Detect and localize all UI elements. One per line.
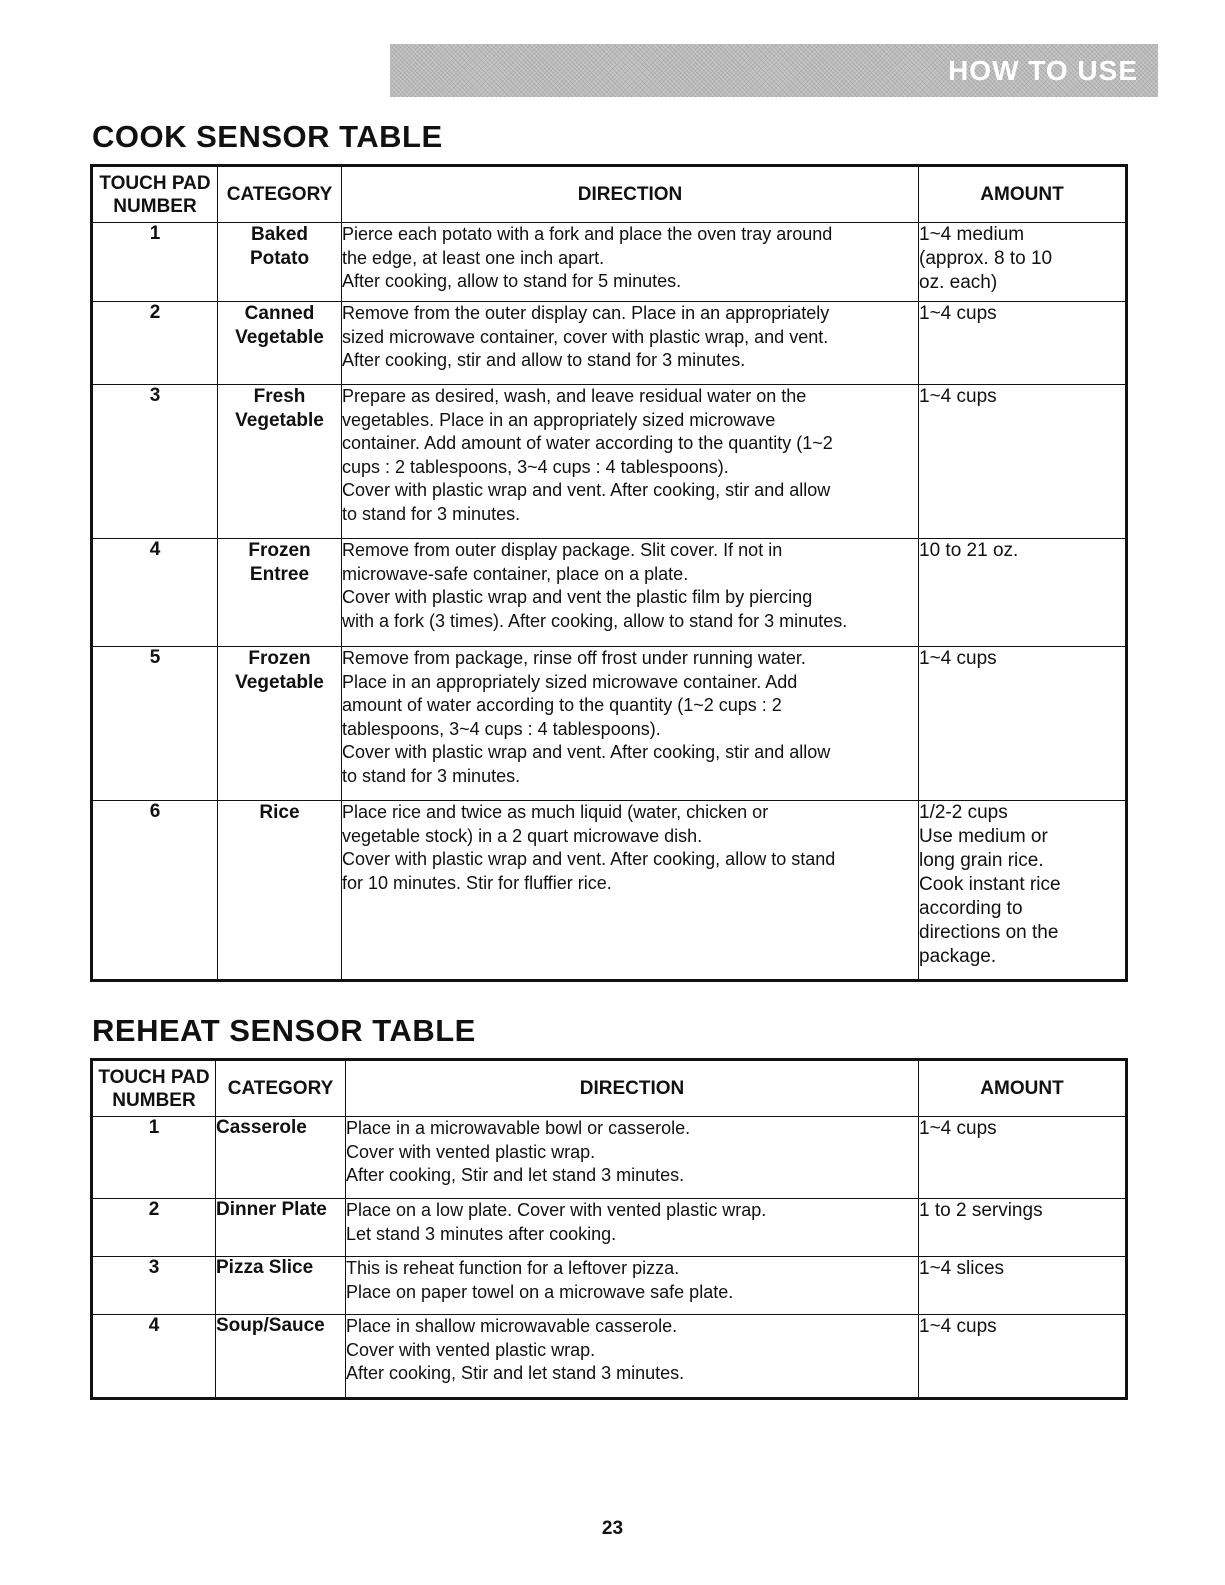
direction-line: vegetables. Place in an appropriately sized microwave [342,409,776,430]
direction-line: Place on paper towel on a microwave safe plate. [346,1281,734,1302]
amount-line: 1~4 cups [919,1118,997,1139]
direction-line: Cover with plastic wrap and vent. After cooking, stir and allow [342,742,831,763]
amount-cell [919,385,1127,539]
direction-line: Prepare as desired, wash, and leave residual water on the [342,386,807,406]
direction-line: After cooking, allow to stand for 5 minutes. [342,271,682,292]
table-header-row [92,1060,1127,1117]
category-cell [216,1315,346,1399]
amount-line: 1~4 medium [919,224,1025,245]
header-amount: AMOUNT [919,1060,1127,1117]
amount-cell [919,539,1127,647]
direction-cell [346,1199,919,1257]
amount-cell [919,302,1127,385]
touch-pad-number: 6 [92,801,218,981]
direction-line: cups : 2 tablespoons, 3~4 cups : 4 tablespoons). [342,456,729,477]
touch-pad-number: 3 [92,1257,216,1315]
direction-line: vegetable stock) in a 2 quart microwave dish. [342,825,703,846]
category-line: Dinner Plate [216,1199,327,1220]
direction-line: After cooking, stir and allow to stand for 3 minutes. [342,350,746,371]
category-cell [216,1199,346,1257]
cook-sensor-title: COOK SENSOR TABLE [92,119,443,154]
touch-pad-number: 2 [92,1199,216,1257]
amount-line: package. [919,946,997,967]
touch-pad-number: 3 [92,385,218,539]
table-row [92,1257,1127,1315]
direction-line: Place on a low plate. Cover with vented plastic wrap. [346,1200,767,1220]
category-line: Vegetable [235,327,324,348]
category-line: Rice [259,802,300,823]
direction-line: Cover with vented plastic wrap. [346,1141,596,1162]
direction-line: After cooking, Stir and let stand 3 minutes. [346,1363,685,1384]
amount-line: 1~4 cups [919,1316,997,1337]
direction-line: Remove from package, rinse off frost under running water. [342,648,806,668]
table-row [92,1199,1127,1257]
amount-line: 1~4 slices [919,1258,1005,1279]
touch-pad-number: 4 [92,1315,216,1399]
category-line: Casserole [216,1117,307,1138]
category-cell [218,302,342,385]
category-line: Soup/Sauce [216,1315,325,1336]
table-row [92,801,1127,981]
direction-line: Cover with plastic wrap and vent the plastic film by piercing [342,587,813,608]
category-cell [218,223,342,302]
category-cell [216,1117,346,1199]
direction-line: to stand for 3 minutes. [342,503,521,524]
category-cell [218,539,342,647]
category-line: Pizza Slice [216,1257,314,1278]
amount-cell [919,1117,1127,1199]
touch-pad-number: 1 [92,1117,216,1199]
direction-line: amount of water according to the quantity (1~2 cups : 2 [342,695,782,716]
direction-cell [342,647,919,801]
reheat-sensor-title: REHEAT SENSOR TABLE [92,1013,476,1048]
category-cell [216,1257,346,1315]
page-number: 23 [601,1518,624,1539]
amount-cell [919,1257,1127,1315]
touch-pad-number: 1 [92,223,218,302]
amount-line: Use medium or [919,826,1048,847]
direction-line: tablespoons, 3~4 cups : 4 tablespoons). [342,718,661,739]
touch-pad-number: 4 [92,539,218,647]
direction-line: Place in an appropriately sized microwave container. Add [342,671,798,692]
direction-line: Place in a microwavable bowl or casserole. [346,1118,691,1138]
category-cell [218,801,342,981]
direction-line: microwave-safe container, place on a plate. [342,563,689,584]
reheat-sensor-table [90,1058,1128,1400]
table-row [92,1315,1127,1399]
category-line: Potato [249,248,310,269]
touch-pad-number: 2 [92,302,218,385]
direction-line: the edge, at least one inch apart. [342,247,605,268]
header-direction: DIRECTION [342,166,919,223]
category-line: Frozen [248,648,311,669]
category-line: Baked [250,224,309,245]
amount-cell [919,223,1127,302]
direction-line: Place rice and twice as much liquid (water, chicken or [342,802,769,822]
direction-line: with a fork (3 times). After cooking, allow to stand for 3 minutes. [342,610,848,631]
direction-cell [342,223,919,302]
category-line: Canned [244,303,315,324]
direction-cell [342,302,919,385]
amount-line: 1~4 cups [919,648,997,669]
direction-line: Remove from outer display package. Slit cover. If not in [342,540,783,560]
touch-pad-number: 5 [92,647,218,801]
category-cell [218,385,342,539]
direction-line: to stand for 3 minutes. [342,765,521,786]
amount-cell [919,647,1127,801]
cook-sensor-table [90,164,1128,982]
amount-cell [919,1199,1127,1257]
category-line: Frozen [248,540,311,561]
amount-line: (approx. 8 to 10 [919,248,1053,269]
direction-line: Cover with vented plastic wrap. [346,1339,596,1360]
header-touch-pad-number: TOUCH PAD NUMBER [92,166,218,223]
table-row [92,223,1127,302]
direction-line: Cover with plastic wrap and vent. After cooking, stir and allow [342,480,831,501]
direction-cell [346,1315,919,1399]
category-cell [218,647,342,801]
category-line: Fresh [253,386,306,407]
amount-line: directions on the [919,922,1059,943]
category-line: Vegetable [235,672,324,693]
direction-line: container. Add amount of water according to the quantity (1~2 [342,433,833,454]
amount-cell [919,1315,1127,1399]
amount-cell [919,801,1127,981]
direction-line: Cover with plastic wrap and vent. After cooking, allow to stand [342,849,836,870]
table-row [92,647,1127,801]
table-row [92,385,1127,539]
direction-cell [346,1257,919,1315]
amount-line: 1~4 cups [919,386,997,407]
header-category: CATEGORY [216,1060,346,1117]
direction-line: Let stand 3 minutes after cooking. [346,1223,617,1244]
direction-cell [342,385,919,539]
direction-line: Remove from the outer display can. Place in an appropriately [342,303,830,323]
category-line: Entree [249,564,310,585]
header-category: CATEGORY [218,166,342,223]
category-line: Vegetable [235,410,324,431]
amount-line: oz. each) [919,272,998,293]
amount-line: 10 to 21 oz. [919,540,1019,561]
amount-line: 1~4 cups [919,303,997,324]
header-touch-pad-number: TOUCH PAD NUMBER [92,1060,216,1117]
amount-line: 1/2-2 cups [919,802,1008,823]
table-row [92,539,1127,647]
table-row [92,1117,1127,1199]
direction-line: Place in shallow microwavable casserole. [346,1316,678,1336]
direction-line: for 10 minutes. Stir for fluffier rice. [342,872,612,893]
direction-cell [342,539,919,647]
amount-line: long grain rice. [919,850,1044,871]
header-amount: AMOUNT [919,166,1127,223]
header-direction: DIRECTION [346,1060,919,1117]
direction-line: After cooking, Stir and let stand 3 minutes. [346,1165,685,1186]
banner-label: HOW TO USE [948,55,1138,86]
amount-line: Cook instant rice [919,874,1061,895]
direction-line: Pierce each potato with a fork and place the oven tray around [342,224,833,244]
direction-cell [342,801,919,981]
direction-line: sized microwave container, cover with plastic wrap, and vent. [342,326,829,347]
direction-line: This is reheat function for a leftover pizza. [346,1258,680,1278]
direction-cell [346,1117,919,1199]
amount-line: according to [919,898,1023,919]
table-row [92,302,1127,385]
amount-line: 1 to 2 servings [919,1200,1043,1221]
table-header-row [92,166,1127,223]
section-banner [390,44,1158,97]
